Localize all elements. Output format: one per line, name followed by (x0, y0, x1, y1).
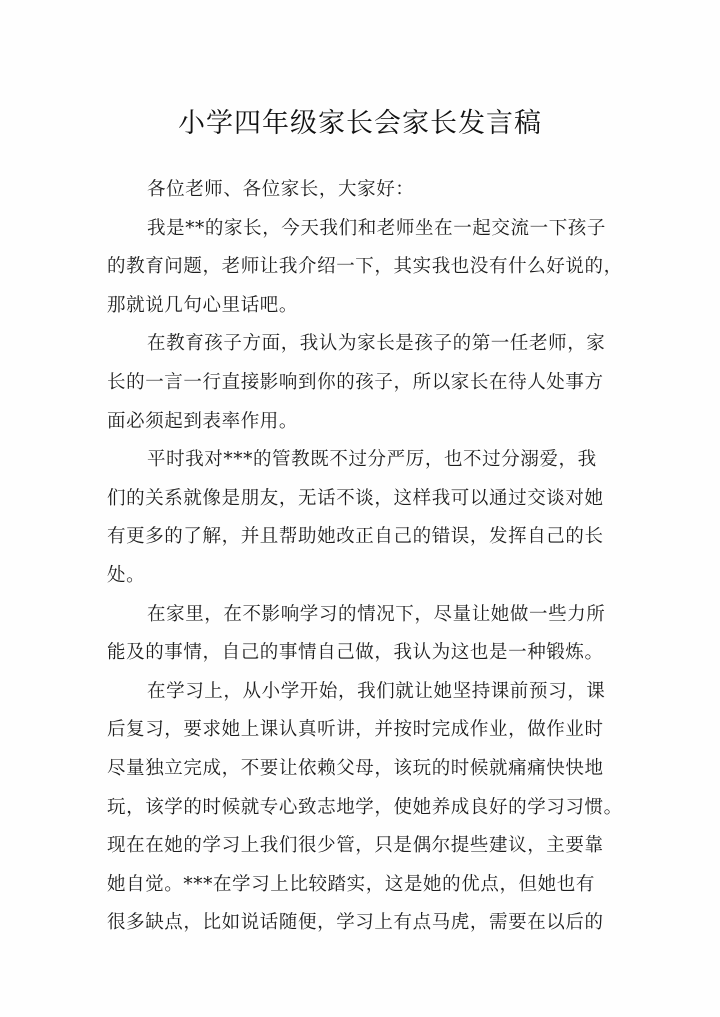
text-line: 那就说几句心里话吧。 (107, 294, 299, 316)
text-line: 她自觉。***在学习上比较踏实，这是她的优点，但她也有 (107, 873, 595, 895)
document-body (107, 171, 627, 943)
text-line: 长的一言一行直接影响到你的孩子，所以家长在待人处事方 (107, 371, 604, 393)
text-line: 能及的事情，自己的事情自己做，我认为这也是一种锻炼。 (107, 642, 604, 664)
text-line: 尽量独立完成，不要让依赖父母，该玩的时候就痛痛快快地 (107, 757, 604, 779)
text-line: 平时我对***的管教既不过分严厉，也不过分溺爱，我 (147, 449, 597, 471)
text-line: 后复习，要求她上课认真听讲，并按时完成作业，做作业时 (107, 719, 604, 741)
text-line: 在学习上，从小学开始，我们就让她坚持课前预习，课 (147, 680, 606, 702)
text-line: 在家里，在不影响学习的情况下，尽量让她做一些力所 (147, 603, 606, 625)
text-line: 现在在她的学习上我们很少管，只是偶尔提些建议，主要靠 (107, 835, 604, 857)
text-line: 在教育孩子方面，我认为家长是孩子的第一任老师，家 (147, 333, 606, 355)
text-line: 我是**的家长，今天我们和老师坐在一起交流一下孩子 (147, 217, 607, 239)
text-line: 处。 (107, 564, 146, 586)
text-line: 很多缺点，比如说话随便，学习上有点马虎，需要在以后的 (107, 912, 604, 934)
text-line: 面必须起到表率作用。 (107, 410, 299, 432)
text-line: 玩，该学的时候就专心致志地学，使她养成良好的学习习惯。 (107, 796, 623, 818)
text-line: 的教育问题，老师让我介绍一下，其实我也没有什么好说的， (107, 256, 623, 278)
document-title: 小学四年级家长会家长发言稿 (178, 108, 542, 140)
text-line: 各位老师、各位家长，大家好： (147, 179, 415, 200)
text-line: 有更多的了解，并且帮助她改正自己的错误，发挥自己的长 (107, 526, 604, 548)
text-line: 们的关系就像是朋友，无话不谈，这样我可以通过交谈对她 (107, 487, 604, 509)
